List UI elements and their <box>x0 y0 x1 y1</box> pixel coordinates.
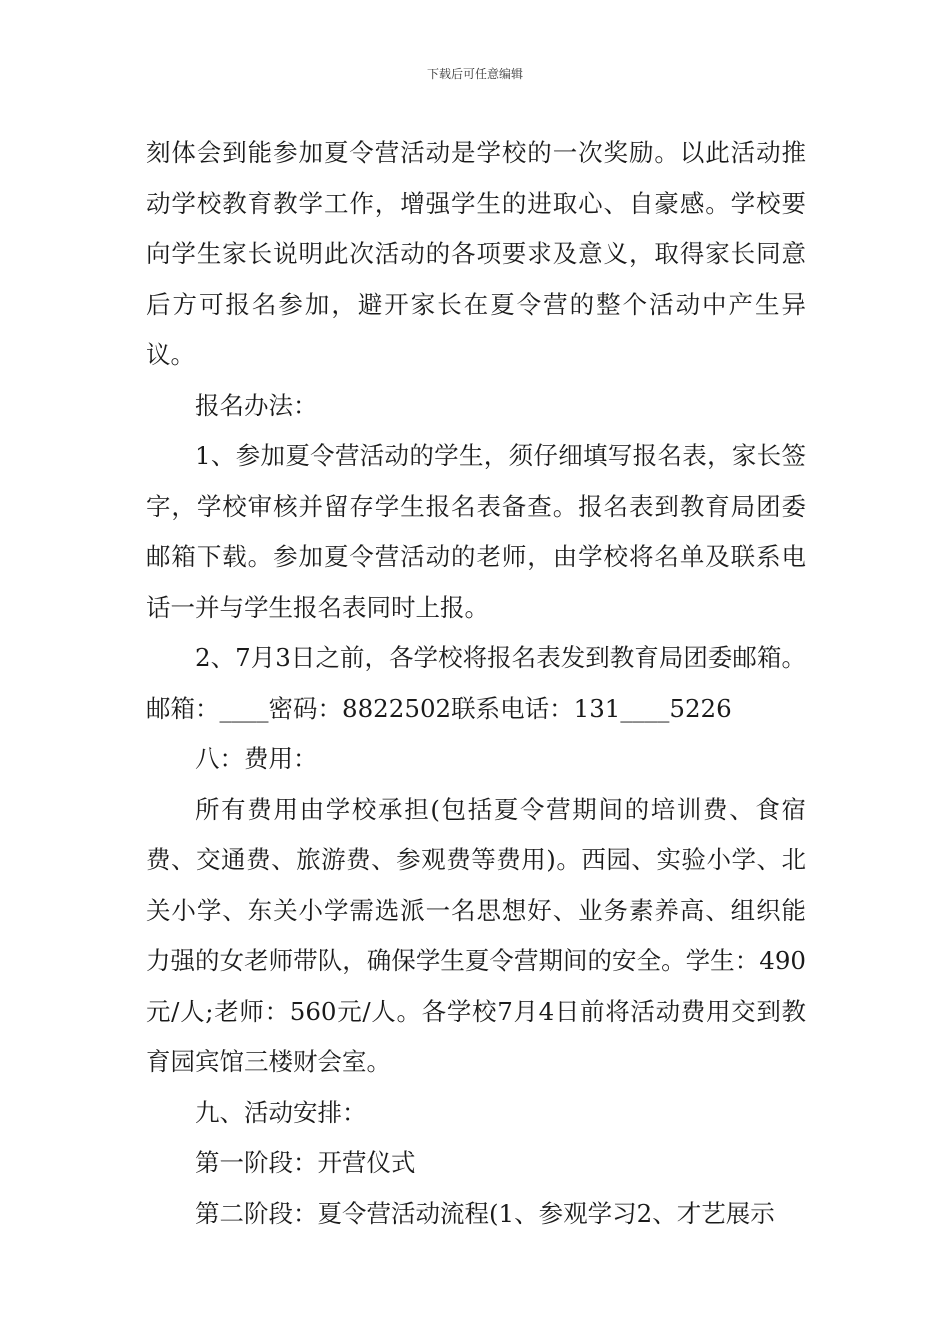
section-heading-fees: 八：费用： <box>195 744 318 773</box>
section-heading-schedule: 九、活动安排： <box>195 1097 367 1127</box>
paragraph-stage-1: 第一阶段：开营仪式 <box>195 1148 416 1177</box>
section-heading-registration: 报名办法： <box>195 390 318 420</box>
page-header: 下载后可任意编辑 <box>426 67 523 81</box>
paragraph-registration-2: 2、7月3日之前，各学校将报名表发到教育局团委邮箱。邮箱：____密码：8822502联系电话：131____5226 <box>146 643 806 723</box>
paragraph-stage-2: 第二阶段：夏令营活动流程(1、参观学习2、才艺展示 <box>195 1198 775 1228</box>
paragraph-registration-1: 1、参加夏令营活动的学生，须仔细填写报名表，家长签字，学校审核并留存学生报名表备查。报名表到教育局团委邮箱下载。参加夏令营活动的老师，由学校将名单及联系电话一并与学生报名表同时上报。 <box>146 441 806 622</box>
document-body <box>146 128 806 1239</box>
paragraph-fees: 所有费用由学校承担(包括夏令营期间的培训费、食宿费、交通费、旅游费、参观费等费用)。西园、实验小学、北关小学、东关小学需选派一名思想好、业务素养高、组织能力强的女老师带队，确保学生夏令营期间的安全。学生：490元/人;老师：560元/人。各学校7月4日前将活动费用交到教育园宾馆三楼财会室。 <box>146 794 806 1076</box>
paragraph-intro-continuation: 刻体会到能参加夏令营活动是学校的一次奖励。以此活动推动学校教育教学工作，增强学生的进取心、自豪感。学校要向学生家长说明此次活动的各项要求及意义，取得家长同意后方可报名参加，避开家长在夏令营的整个活动中产生异议。 <box>146 138 806 369</box>
